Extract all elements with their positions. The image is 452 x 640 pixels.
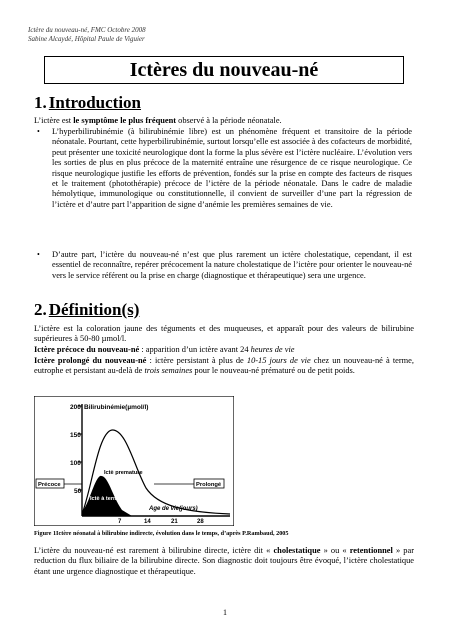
bilirubin-chart	[34, 396, 234, 526]
definition-para: L’ictère est la coloration jaune des téguments et des muqueuses, et apparaît pour des valeurs de bilirubine supérieures à 50-80 µmol/l.	[34, 324, 414, 344]
label-prolonge: Prolongé	[196, 482, 222, 488]
title-box	[44, 56, 404, 84]
header-line-1: Ictère du nouveau-né, FMC Octobre 2008	[28, 26, 146, 34]
bilirubin-figure	[34, 396, 234, 526]
emphasis: retentionnel	[349, 546, 393, 555]
x-tick-14: 14	[144, 519, 151, 525]
section-number: 1.	[34, 93, 47, 112]
x-tick-7: 7	[118, 519, 122, 525]
bullet-icon: •	[37, 250, 40, 259]
final-paragraph: L’ictère du nouveau-né est rarement à bilirubine directe, ictère dit « cholestatique » ou « retentionnel » par reduction du flux biliaire de la bilirubine directe. Son diagnostic doit toujours être évoqué, l’ictère cholestatique étant une urgence diagnostique et thérapeutique.	[34, 546, 415, 576]
header-line-2: Sabine Alcaydé, Hôpital Paule de Viguier	[28, 35, 145, 43]
x-axis-label: Age de vie(jours)	[149, 506, 198, 512]
label-precoce: Précoce	[38, 482, 61, 488]
definition-prolonge: Ictère prolongé du nouveau-né : ictère persistant à plus de 10-15 jours de vie chez un nouveau-né à terme, eutrophe et persistant au-delà de trois semaines pour le nouveau-né prématuré ou de petit poids.	[34, 356, 414, 376]
y-tick-50: 50	[74, 488, 82, 495]
section-heading-definitions	[34, 300, 139, 320]
intro-bullet-2: D’autre part, l’ictère du nouveau-né n’est que plus rarement un ictère cholestatique, cependant, il est essentiel de reconnaître, repérer précocement la nature cholestatique de l’ictère pour orienter le nouveau-né vers le service référent ou la prise en charge (diagnostique et thérapeutique) sera une urgence.	[52, 250, 412, 280]
section-title: Introduction	[48, 93, 142, 112]
figure-caption: Figure 1Ictère néonatal à bilirubine indirecte, évolution dans le temps, d’après P.Rambaud, 2005	[34, 530, 289, 537]
emphasis: cholestatique	[273, 546, 321, 555]
x-tick-28: 28	[197, 519, 204, 525]
y-tick-200: 200	[70, 404, 81, 411]
label-terme: Ictè à terme	[90, 496, 122, 502]
bullet-icon: •	[37, 127, 40, 136]
definition-precoce: Ictère précoce du nouveau-né : apparition d’un ictère avant 24 heures de vie	[34, 345, 295, 354]
y-tick-100: 100	[70, 460, 81, 467]
x-tick-21: 21	[171, 519, 178, 525]
page-title: Ictères du nouveau-né	[129, 58, 319, 81]
section-heading-introduction	[34, 93, 141, 113]
label-premature: Ictè premature	[104, 470, 143, 476]
emphasis: le symptôme le plus fréquent	[73, 116, 177, 125]
intro-lead: L’ictère est le symptôme le plus fréquent observé à la période néonatale.	[34, 116, 282, 125]
y-axis-label: Bilirubinémie(µmol/l)	[84, 404, 149, 411]
page-header	[28, 26, 146, 44]
section-number: 2.	[34, 300, 47, 319]
y-tick-150: 150	[70, 432, 81, 439]
intro-bullet-1: L’hyperbilirubinémie (à bilirubinémie libre) est un phénomène fréquent et transitoire de la période néonatale. Pourtant, cette hyperbilirubinémie, surtout lorsqu’elle est associée à des cofacteurs de morbidité, peut présenter une toxicité neurologique dont la forme la plus sévère est l’ictère nucléaire. L’évolution vers les sorties de plus en plus précoce de la maternité entraîne une résurgence de ce risque neurologique. Ce risque neurologique justifie les efforts de prévention, fondés sur la prise en compte des facteurs de risques et le traitement (photothérapie) précoce de l’ictère de la période néonatale. Dans le cadre de maladie hémolytique, immunologique ou constitutionnelle, il convient de surveiller d’une part la régression de l’ictère et d’autre part l’apparition de signe d’anémie les premières semaines de vie.	[52, 127, 413, 209]
page-number: 1	[223, 608, 227, 617]
section-title: Définition(s)	[48, 300, 140, 319]
